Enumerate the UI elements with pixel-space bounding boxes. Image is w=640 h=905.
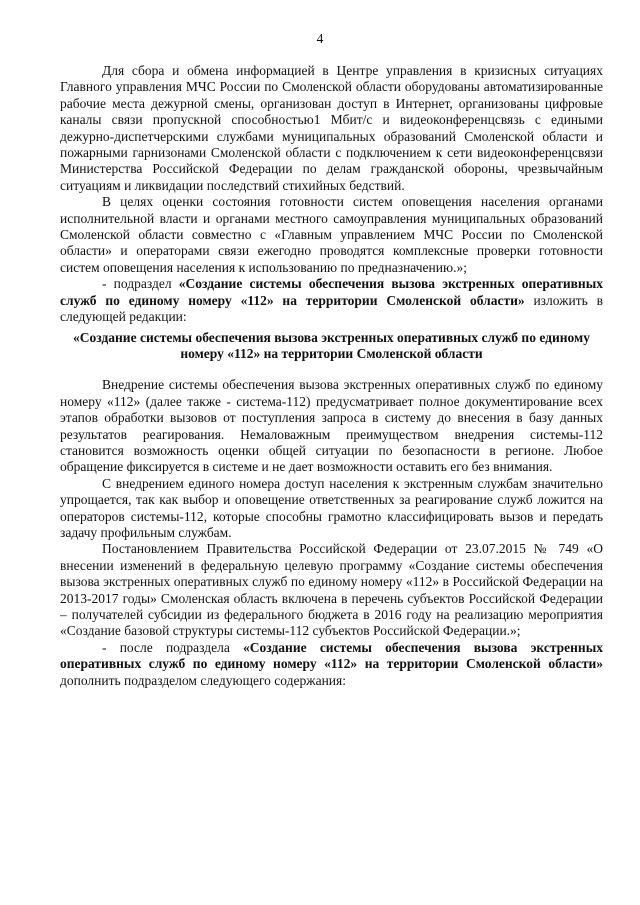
section-heading: «Создание системы обеспечения вызова экстренных оперативных служб по единому номеру «112» на территории Смоленской области <box>73 329 590 361</box>
paragraph-single-number-access: С внедрением единого номера доступ населения к экстренным службам значительно упрощается, так как выбор и оповещение ответственных за реагирование служб ложится на операторов системы-112, которые способны грамотно классифицировать вызов и передать задачу профильным службам. <box>60 475 603 540</box>
amendment-subsection-title: «Создание системы обеспечения вызова экстренных оперативных служб по единому номеру «112» на территории Смоленской области» <box>60 276 603 308</box>
amendment-suffix: изложить в следующей редакции: <box>60 292 603 325</box>
amendment-prefix: - подраздел <box>102 276 179 292</box>
page-number: 4 <box>316 31 324 46</box>
paragraph-warning-systems: В целях оценки состояния готовности систем оповещения населения органами исполнительной власти и органами местного самоуправления муниципальных образований Смоленской области совместно с «Главным управлением МЧС России по Смоленской области» и операторами связи ежегодно проводятся комплексные проверки готовности систем оповещения населения к использованию по предназначению.»; <box>60 194 603 275</box>
paragraph-government-decree: Постановлением Правительства Российской Федерации от 23.07.2015 № 749 «О внесении изменений в федеральную целевую программу «Создание системы обеспечения вызова экстренных оперативных служб по единому номеру «112» в Российской Федерации на 2013-2017 годы» Смоленская область включена в перечень субъектов Российской Федерации – получателей субсидии из федерального бюджета в 2016 году на реализацию мероприятия «Создание базовой структуры системы-112 субъектов Российской Федерации.»; <box>60 541 603 639</box>
addition-prefix: - после подраздела <box>102 639 244 655</box>
addition-subsection-title: «Создание системы обеспечения вызова экстренных оперативных служб по единому номеру «112» на территории Смоленской области» <box>60 639 603 672</box>
paragraph-communications: Для сбора и обмена информацией в Центре управления в кризисных ситуациях Главного управления МЧС России по Смоленской области оборудованы автоматизированные рабочие места дежурной смены, организован доступ в Интернет, организованы цифровые каналы связи пропускной способностью1 Мбит/с и видеоконференцсвязь с едиными дежурно-диспетчерскими службами муниципальных образований Смоленской области и пожарными гарнизонами Смоленской области с подключением к сети видеоконференцсвязи Министерства Российской Федерации по делам гражданской обороны, чрезвычайным ситуациям и ликвидации последствий стихийных бедствий. <box>60 63 603 193</box>
spacer <box>60 362 603 377</box>
addition-suffix: дополнить подразделом следующего содержания: <box>60 672 346 688</box>
paragraph-system-112-intro: Внедрение системы обеспечения вызова экстренных оперативных служб по единому номеру «112» (далее также - система-112) предусматривает полное документирование всех этапов обработки вызовов от поступления запроса в систему до внесения в базу данных результатов реагирования. Немаловажным преимуществом внедрения системы-112 становится возможность оценки общей ситуации по безопасности в регионе. Любое обращение фиксируется в системе и не дает возможности оставить его без внимания. <box>60 377 603 475</box>
document-body <box>60 63 603 689</box>
paragraph-subsection-addition <box>60 640 603 689</box>
paragraph-subsection-amendment <box>60 276 603 325</box>
